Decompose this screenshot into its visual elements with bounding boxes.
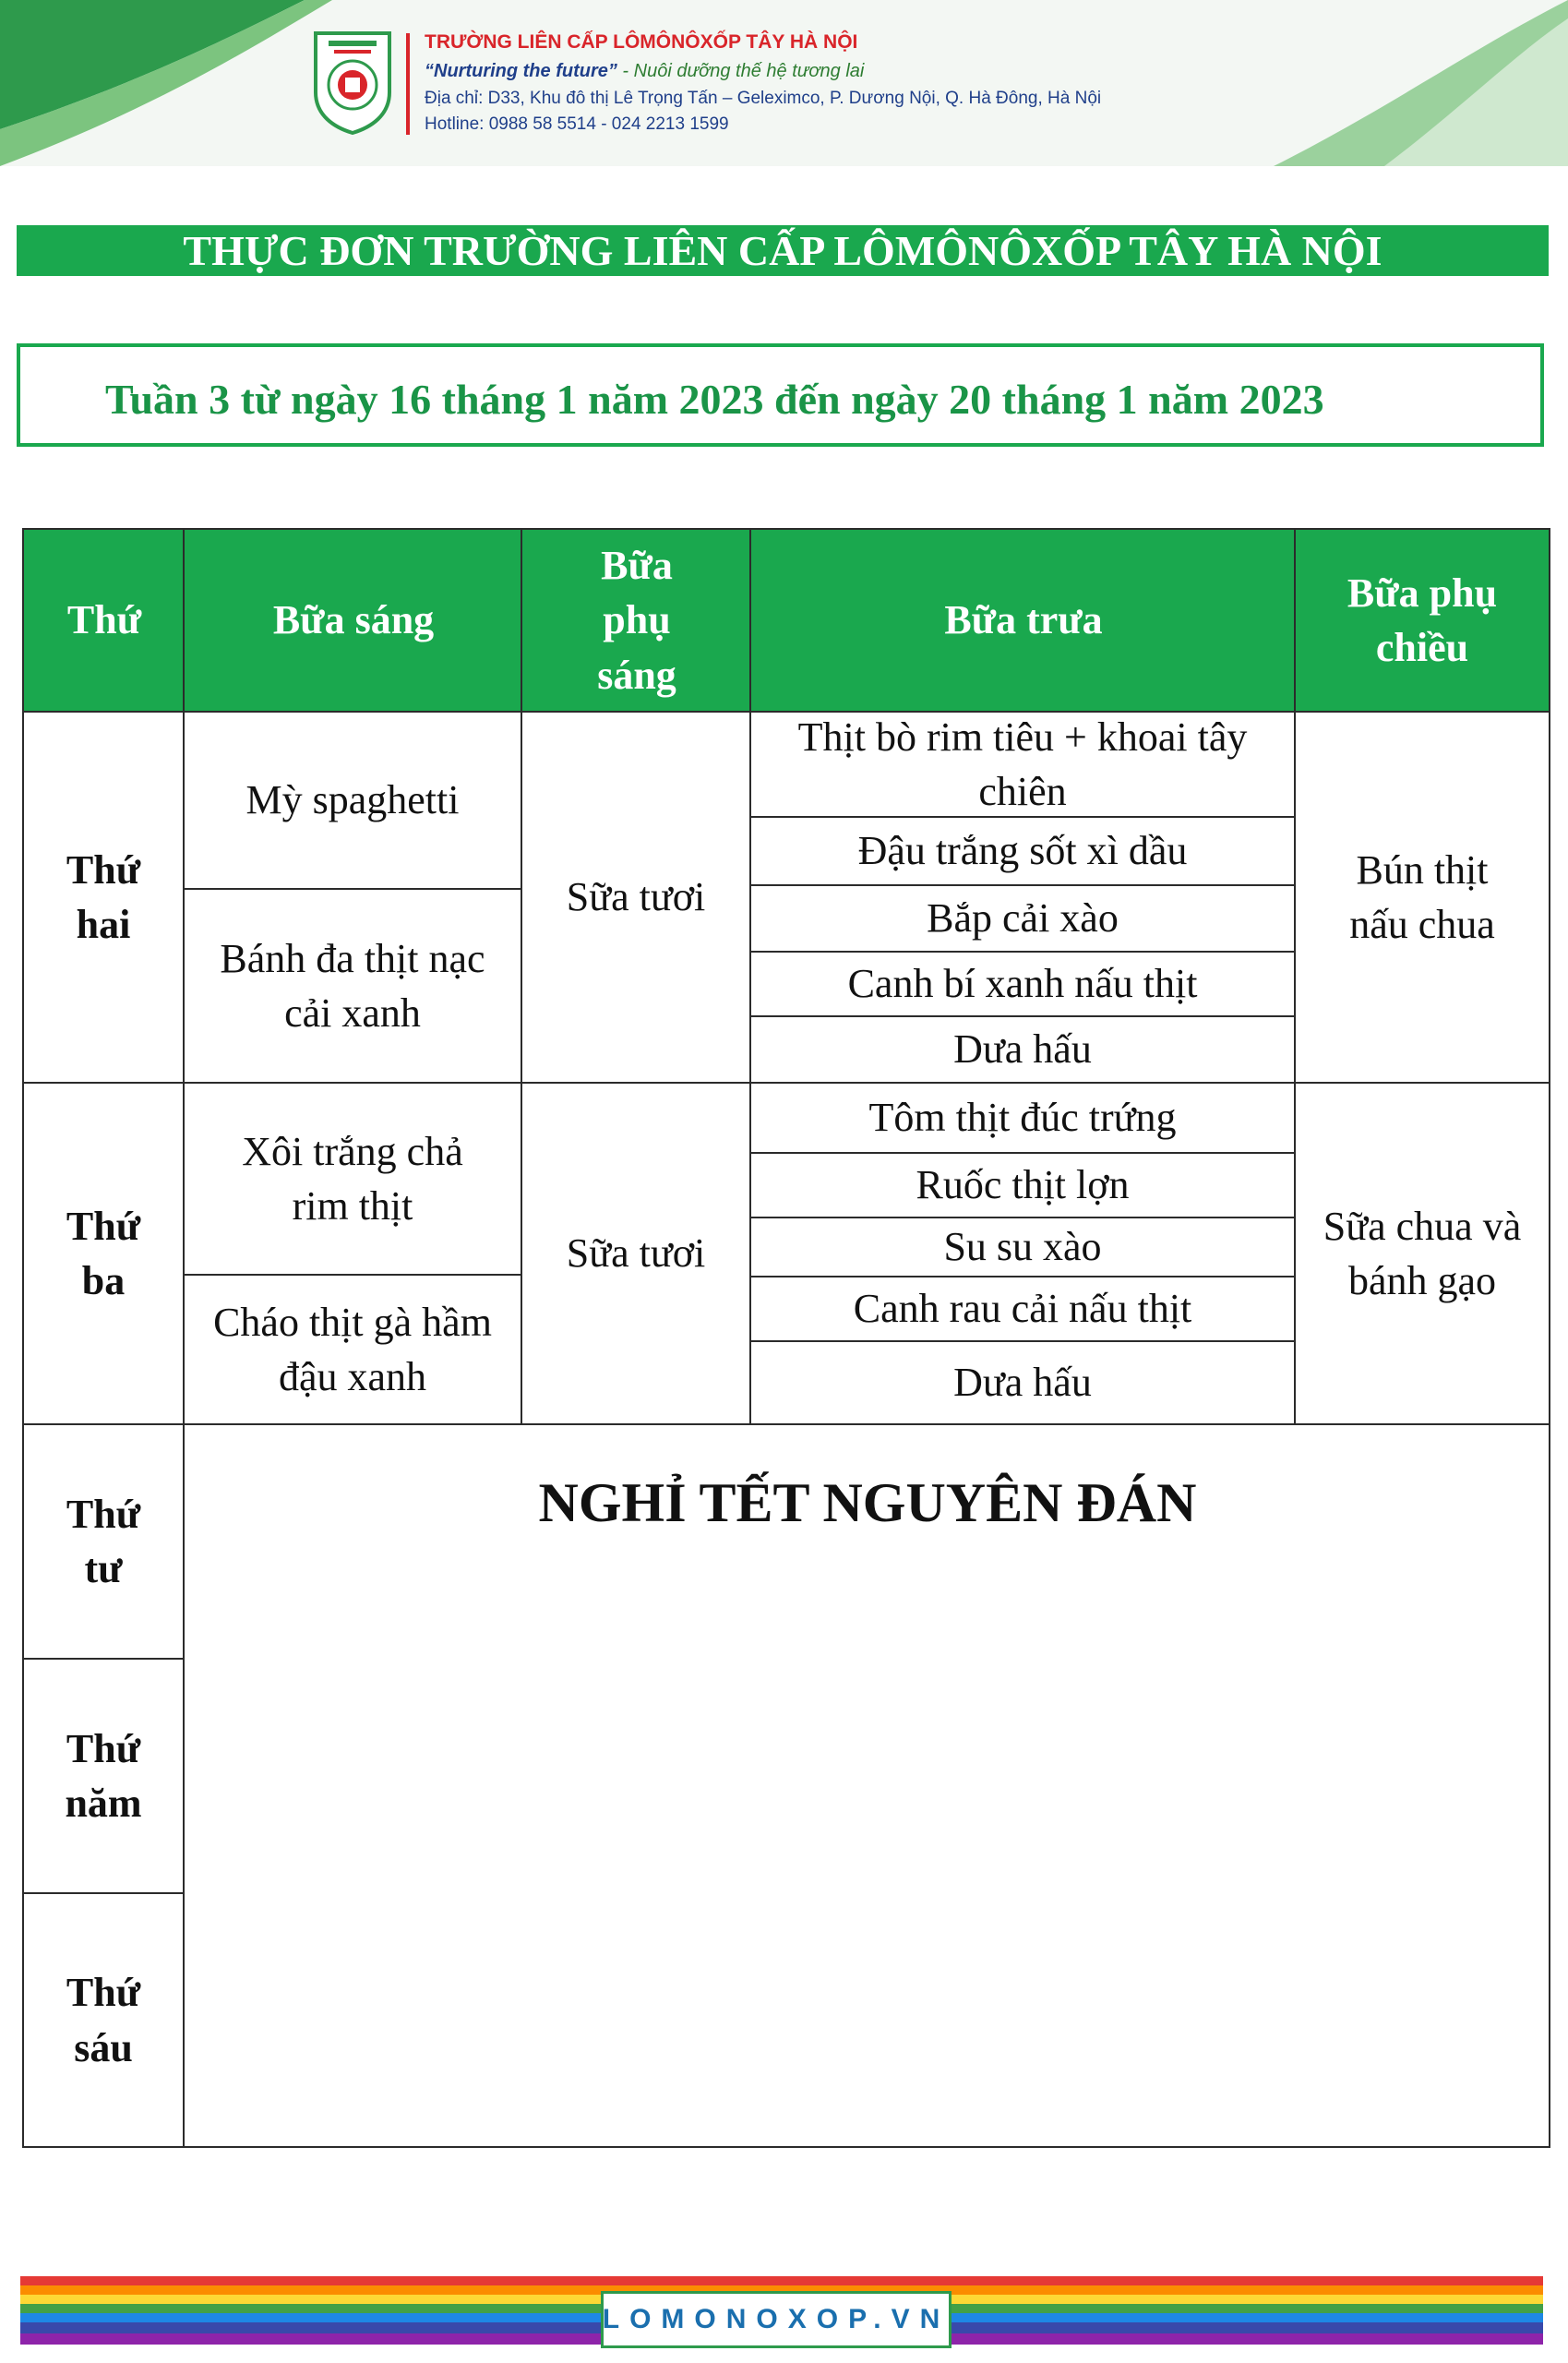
breakfast-item: Bánh đa thịt nạc cải xanh: [220, 935, 485, 1036]
school-address: Địa chỉ: D33, Khu đô thị Lê Trọng Tấn – Geleximco, P. Dương Nội, Q. Hà Đông, Hà Nội: [425, 89, 1102, 108]
lunch-item: Thịt bò rim tiêu + khoai tây chiên: [797, 714, 1248, 814]
breakfast-item: Xôi trắng chả rim thịt: [242, 1128, 463, 1229]
lunch-item: Ruốc thịt lợn: [916, 1162, 1130, 1208]
breakfast-item: Cháo thịt gà hầm đậu xanh: [213, 1299, 492, 1399]
day-tuesday: Thứ ba: [66, 1203, 141, 1303]
day-wednesday: Thứ tư: [66, 1491, 141, 1591]
school-hotline: Hotline: 0988 58 5514 - 024 2213 1599: [425, 114, 729, 134]
afternoon-snack: Bún thịt nấu chua: [1349, 846, 1495, 947]
slogan-sub: - Nuôi dưỡng thế hệ tương lai: [616, 61, 865, 81]
lunch-item: Đậu trắng sốt xì dầu: [857, 828, 1188, 874]
afternoon-snack: Sữa chua và bánh gạo: [1323, 1203, 1522, 1303]
grid-line: [24, 1423, 1549, 1425]
morning-snack: Sữa tươi: [566, 1230, 706, 1277]
holiday-notice: NGHỈ TẾT NGUYÊN ĐÁN: [538, 1472, 1197, 1533]
menu-title: THỰC ĐƠN TRƯỜNG LIÊN CẤP LÔMÔNÔXỐP TÂY HÀ NỘI: [17, 225, 1549, 276]
lunch-item: Canh bí xanh nấu thịt: [847, 961, 1198, 1007]
header-breakfast: Bữa sáng: [185, 530, 522, 711]
lunch-item: Dưa hấu: [953, 1026, 1092, 1073]
day-thursday: Thứ năm: [65, 1725, 142, 1826]
header-day: Thứ: [24, 530, 185, 711]
lunch-item: Bắp cải xào: [927, 895, 1119, 942]
school-slogan: [425, 61, 864, 82]
week-range-box: [17, 343, 1544, 447]
header-afternoon-snack: Bữa phụ chiều: [1296, 530, 1549, 711]
menu-table: [22, 528, 1550, 2148]
header-wave-decoration: [0, 0, 1568, 166]
header-morning-snack: Bữa phụ sáng: [522, 530, 751, 711]
website-badge[interactable]: LOMONOXOP.VN: [601, 2291, 952, 2348]
letterhead: [0, 0, 1568, 166]
lunch-item: Dưa hấu: [953, 1360, 1092, 1406]
slogan-main: “Nurturing the future”: [425, 61, 617, 81]
lunch-item: Su su xào: [943, 1224, 1102, 1270]
lunch-item: Canh rau cải nấu thịt: [853, 1286, 1192, 1332]
school-crest-logo: [310, 28, 395, 135]
header-divider: [406, 33, 410, 135]
week-range: Tuần 3 từ ngày 16 tháng 1 năm 2023 đến ngày 20 tháng 1 năm 2023: [105, 376, 1324, 423]
school-name: TRƯỜNG LIÊN CẤP LÔMÔNÔXỐP TÂY HÀ NỘI: [425, 31, 858, 53]
day-friday: Thứ sáu: [66, 1970, 141, 2070]
header-lunch: Bữa trưa: [751, 530, 1296, 711]
breakfast-item: Mỳ spaghetti: [245, 777, 460, 823]
morning-snack: Sữa tươi: [566, 874, 706, 920]
day-monday: Thứ hai: [66, 846, 141, 947]
lunch-item: Tôm thịt đúc trứng: [868, 1095, 1177, 1141]
